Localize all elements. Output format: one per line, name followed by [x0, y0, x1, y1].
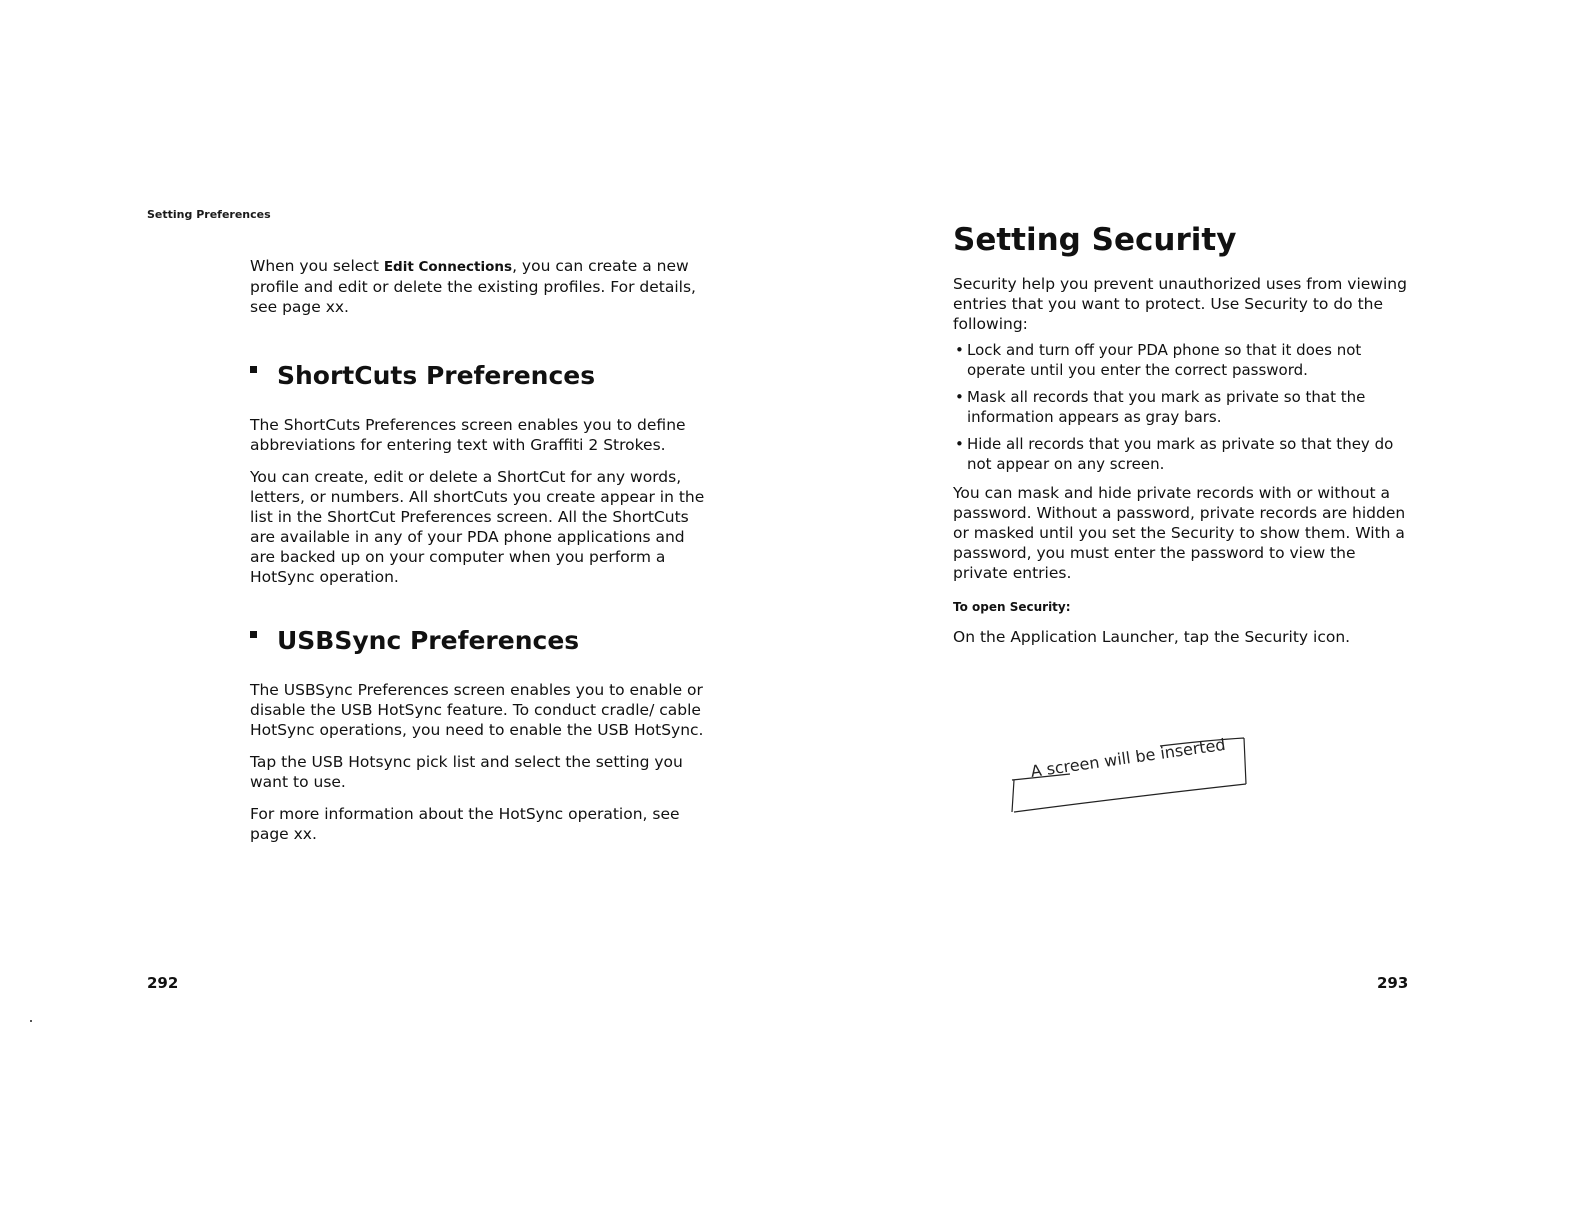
placeholder-text: A screen will be inserted — [1029, 734, 1227, 781]
intro-paragraph — [250, 256, 712, 317]
security-body-text: You can mask and hide private records with or without a password. Without a password, private records are hidden or masked until you set the Security to show them. With a password, you must enter the password to view the private entries. — [953, 484, 1406, 582]
shortcuts-heading — [250, 361, 720, 391]
usbsync-paragraph-3: For more information about the HotSync operation, see page xx. — [250, 805, 680, 843]
list-item-text: Lock and turn off your PDA phone so that it does not operate until you enter the correct password. — [967, 341, 1362, 379]
list-item — [953, 387, 1415, 427]
security-intro — [953, 274, 1415, 334]
security-body — [953, 483, 1415, 583]
usbsync-paragraph-1: The USBSync Preferences screen enables you to enable or disable the USB HotSync feature. To conduct cradle/ cable HotSync operations, you need to enable the USB HotSync. — [250, 681, 704, 739]
bullet-icon: • — [955, 388, 964, 406]
list-item-text: Mask all records that you mark as private so that the information appears as gray bars. — [967, 388, 1366, 426]
procedure-step-text: On the Application Launcher, tap the Security icon. — [953, 628, 1351, 646]
shortcuts-heading-text: ShortCuts Preferences — [277, 361, 596, 390]
bullet-icon: • — [955, 341, 964, 359]
screen-placeholder-note — [1010, 732, 1260, 822]
scan-speck — [30, 1020, 32, 1022]
shortcuts-paragraph-1: The ShortCuts Preferences screen enables you to define abbreviations for entering text with Graffiti 2 Strokes. — [250, 416, 686, 454]
edit-connections-term: Edit Connections — [383, 259, 513, 275]
heading-bullet-icon — [250, 631, 257, 638]
procedure-step — [953, 627, 1415, 647]
running-head: Setting Preferences — [147, 208, 271, 221]
usbsync-heading-text: USBSync Preferences — [277, 626, 580, 655]
page-number-right: 293 — [1377, 974, 1409, 992]
list-item-text: Hide all records that you mark as private so that they do not appear on any screen. — [967, 435, 1394, 473]
bullet-icon: • — [955, 435, 964, 453]
list-item — [953, 340, 1415, 380]
shortcuts-section-body — [250, 415, 712, 599]
security-intro-text: Security help you prevent unauthorized uses from viewing entries that you want to protect. Use Security to do the following: — [953, 275, 1407, 333]
intro-text-end: , you can create a new profile and edit or delete the existing profiles. For details, see page xx. — [250, 257, 696, 316]
page-number-left: 292 — [147, 974, 179, 992]
page-title: Setting Security — [953, 222, 1237, 258]
usbsync-section-body — [250, 680, 712, 856]
procedure-heading: To open Security: — [953, 600, 1071, 614]
heading-bullet-icon — [250, 366, 257, 373]
list-item — [953, 434, 1415, 474]
shortcuts-paragraph-2: You can create, edit or delete a ShortCut for any words, letters, or numbers. All shortCuts you create appear in the list in the ShortCut Preferences screen. All the ShortCuts are available in any of your PDA phone applications and are backed up on your computer when you perform a HotSync operation. — [250, 468, 705, 586]
intro-text-start: When you select — [250, 257, 384, 275]
usbsync-heading — [250, 626, 720, 656]
usbsync-paragraph-2: Tap the USB Hotsync pick list and select the setting you want to use. — [250, 753, 683, 791]
security-bullet-list — [953, 340, 1415, 481]
